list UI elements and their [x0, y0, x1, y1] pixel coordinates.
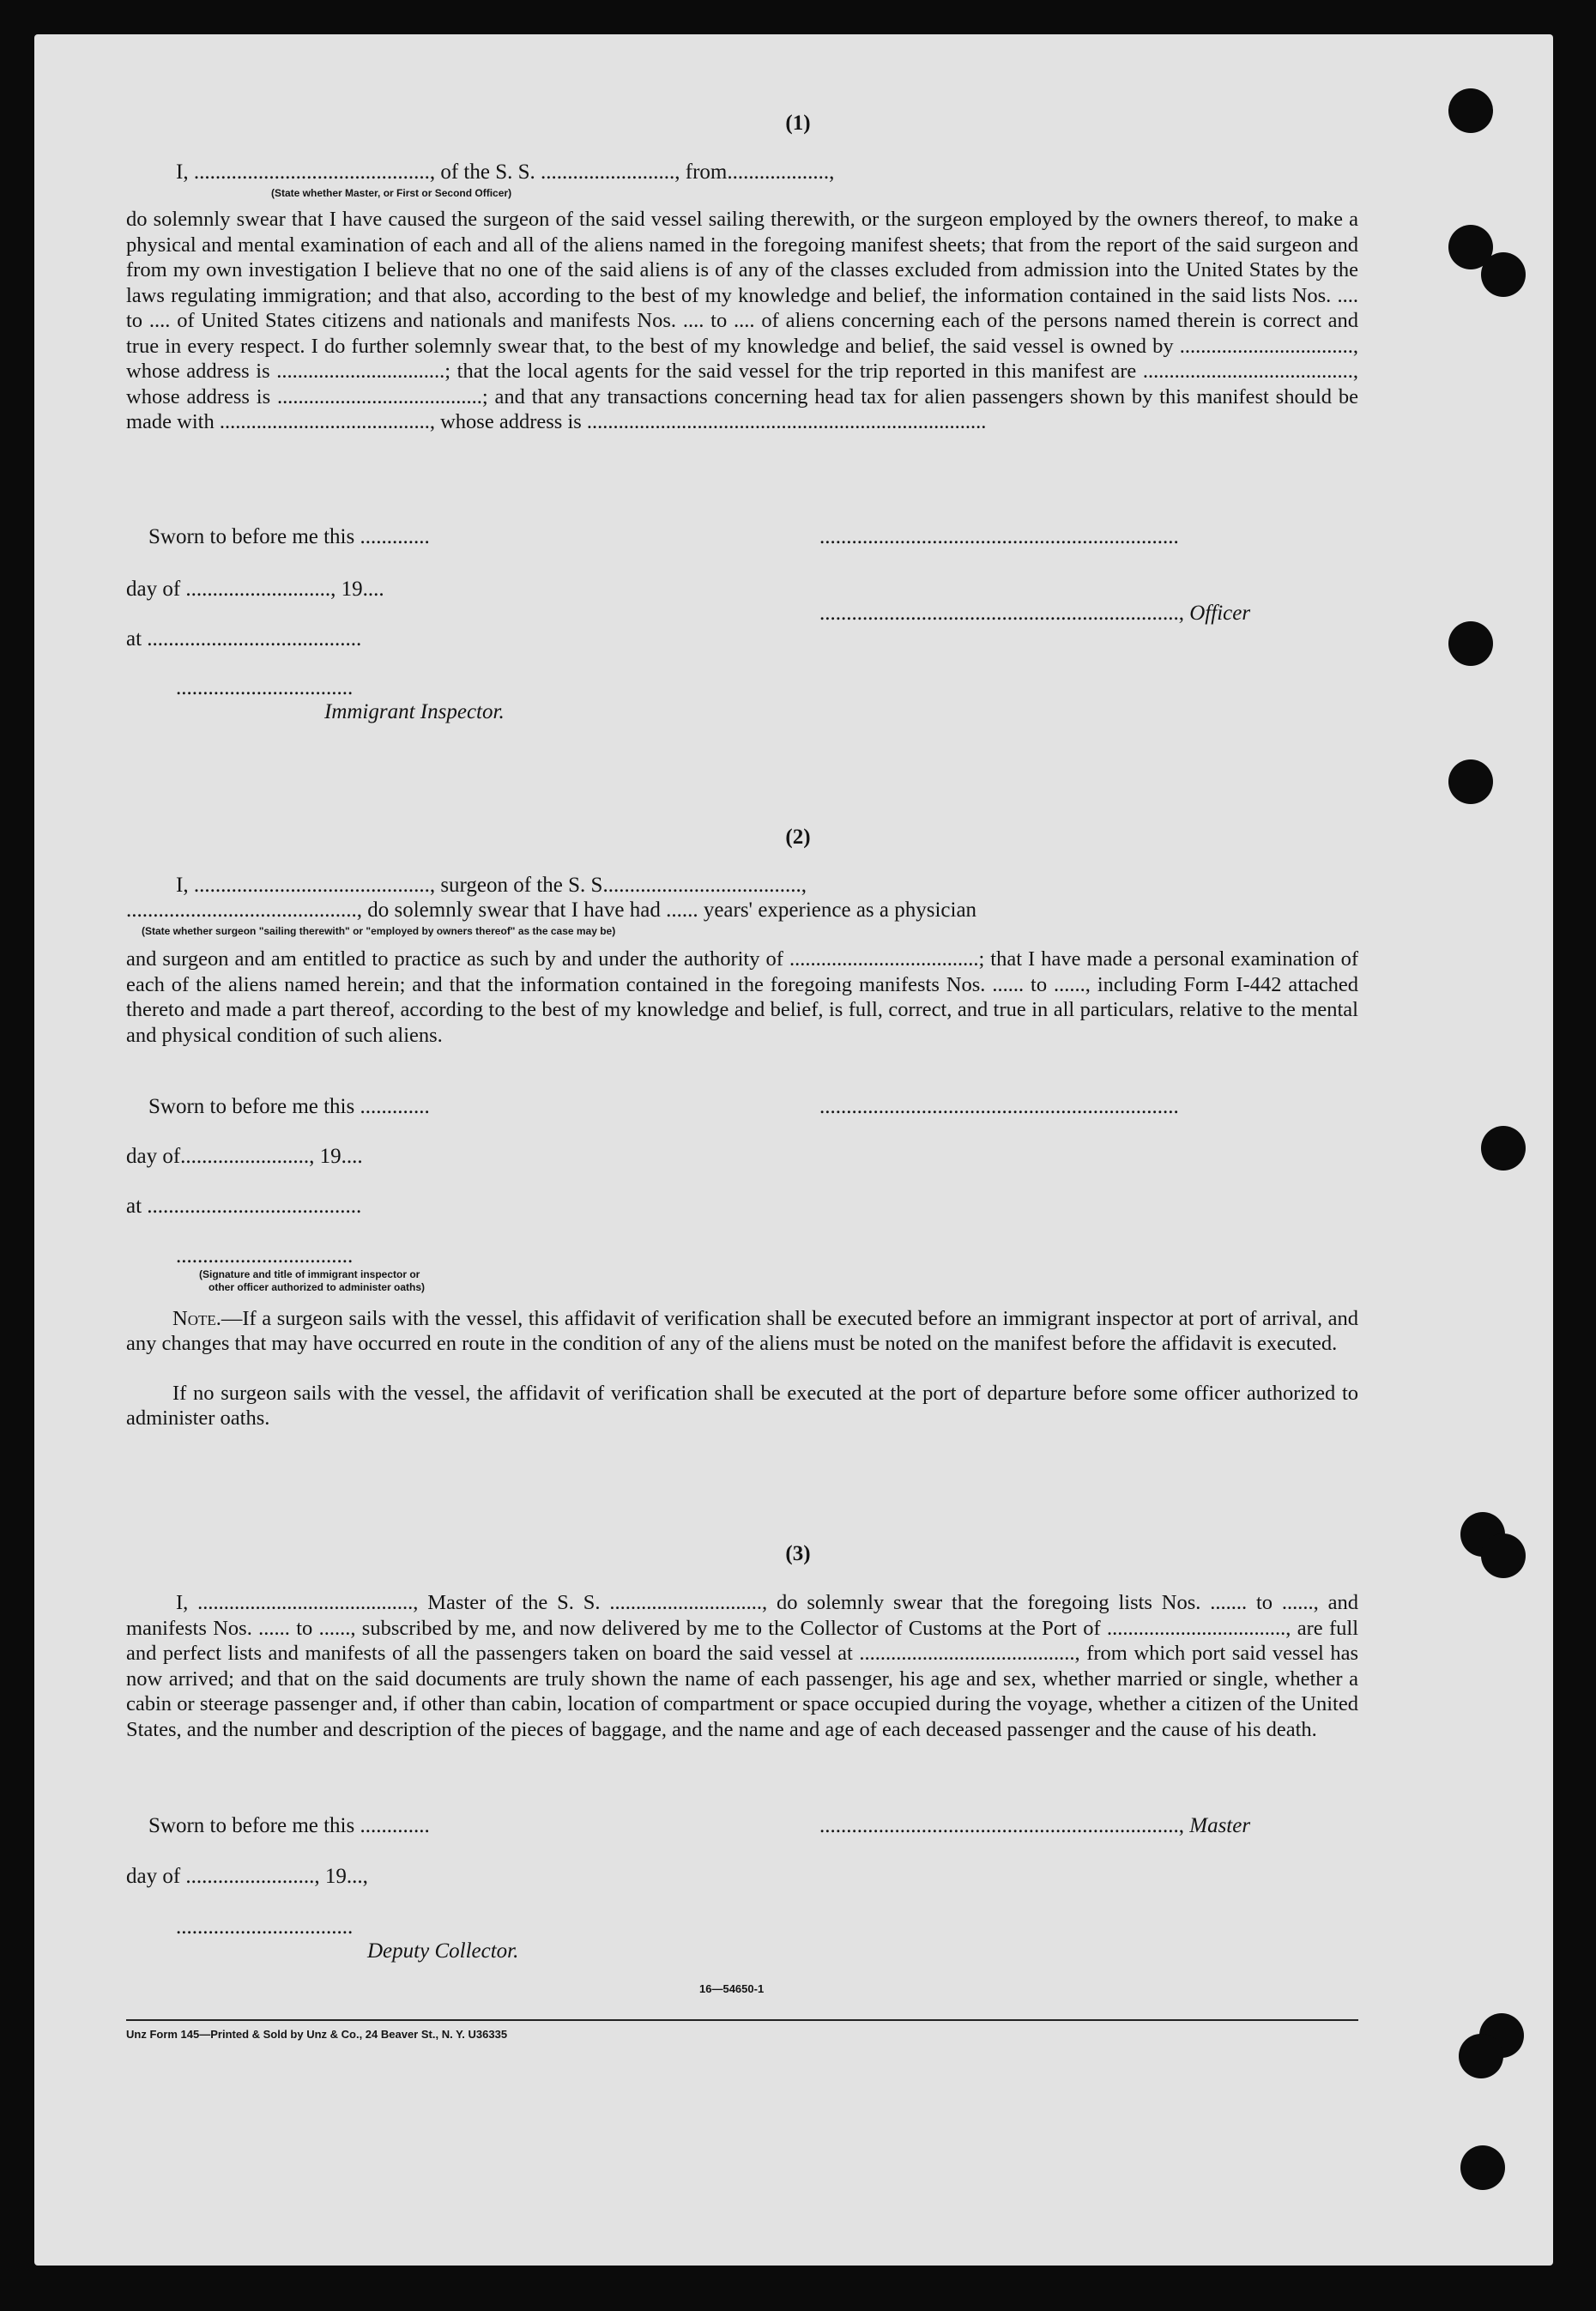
section-1-inspector-signature-line: ................................. [176, 676, 354, 699]
section-3-number: (3) [785, 1542, 811, 1565]
note-text: —If a surgeon sails with the vessel, this affidavit of verification shall be executed before an immigrant inspector at port of arrival, and any changes that may have occurred en route in the condition of any of the aliens must be noted on the manifest before the affidavit is executed. [126, 1307, 1358, 1355]
section-2-number: (2) [785, 826, 811, 849]
section-2-oath-text: and surgeon and am entitled to practice as such by and under the authority of ....................................; that I have made a personal examination of each of the aliens named herein; and that the information contained in the foregoing manifests Nos. ...... to ......, including Form I-442 attached thereto and made a part thereof, according to the best of my knowledge and belief, is full, correct, and true in all particulars, relative to the mental and physical condition of such aliens. [126, 947, 1358, 1047]
binder-hole [1460, 2145, 1505, 2190]
section-1-oath-text: do solemnly swear that I have caused the surgeon of the said vessel sailing therewith, or the surgeon employed by the owners thereof, to make a physical and mental examination of each and all of the aliens named in the foregoing manifest sheets; that from the report of the said surgeon and from my own investigation I believe that no one of the said aliens is of any of the classes excluded from admission into the United States by the laws regulating immigration; and that also, according to the best of my knowledge and belief, the information contained in the said lists Nos. .... to .... of United States citizens and nationals and manifests Nos. .... to .... of aliens concerning each of the persons named therein is correct and true in every respect. I do further solemnly swear that, to the best of my knowledge and belief, the said vessel is owned by ................................., whose address is ................................; that the local agents for the said vessel for the trip reported in this manifest are ........................................, whose address is .......................................; and that any transactions concerning head tax for alien passengers shown by this manifest should be made with ........................................, whose address is ............................................................................ [126, 208, 1358, 433]
section-1-officer-signature-line: ................................................................... [819, 525, 1179, 548]
section-3-sworn-line: Sworn to before me this ............. [148, 1814, 430, 1837]
section-2-experience-line: ..........................................., do solemnly swear that I have had ...... years' experience as a physician [126, 898, 977, 922]
section-1-number: (1) [785, 112, 811, 135]
section-2-signature-caption-1: (Signature and title of immigrant inspector or [199, 1268, 420, 1280]
section-3-master-dots: ..................................................................., [819, 1814, 1190, 1837]
printer-footer: Unz Form 145—Printed & Sold by Unz & Co., 24 Beaver St., N. Y. U36335 [126, 2028, 508, 2041]
footer-rule [126, 2019, 1358, 2021]
section-2-note [126, 1306, 1358, 1356]
section-2-surgeon-signature-line: ................................................................... [819, 1095, 1179, 1118]
section-1-at-line: at ........................................ [126, 627, 362, 650]
binder-hole [1481, 1126, 1526, 1171]
section-3-master-line [819, 1814, 1250, 1838]
section-1-sworn-line: Sworn to before me this ............. [148, 525, 430, 548]
section-1-officer-dots: ..................................................................., [819, 602, 1190, 625]
section-1-opening-line: I, ............................................, of the S. S. ........................., from..................., [176, 160, 835, 184]
section-2-signature-caption-2: other officer authorized to administer oaths) [209, 1281, 426, 1293]
section-2-surgeon-caption: (State whether surgeon "sailing therewith" or "employed by owners thereof" as the case may be) [142, 925, 616, 937]
section-1-officer-caption: (State whether Master, or First or Second Officer) [271, 187, 512, 199]
section-2-at-line: at ........................................ [126, 1195, 362, 1218]
section-3-collector-label: Deputy Collector. [367, 1939, 519, 1963]
section-3-oath-text: I, ........................................., Master of the S. S. ............................., do solemnly swear that the foregoing lists Nos. ....... to ......, and manifests Nos. ...... to ......, subscribed by me, and now delivered by me to the Collector of Customs at the Port of .................................., are full and perfect lists and manifests of all the passengers taken on board the said vessel at ........................................., from which port said vessel has now arrived; and that on the said documents are truly shown the name of each passenger, his age and sex, whether married or single, whether a cabin or steerage passenger and, if other than cabin, location of compartment or space occupied during the voyage, whether a citizen of the United States, and the number and description of the pieces of baggage, and the name and age of each deceased passenger and the cause of his death. [126, 1591, 1358, 1741]
binder-hole [1448, 759, 1493, 804]
section-2-day-line: day of........................, 19.... [126, 1145, 363, 1168]
section-1-inspector-label: Immigrant Inspector. [324, 700, 505, 723]
binder-hole [1459, 2034, 1503, 2078]
section-2-opening-line: I, ............................................, surgeon of the S. S....................................., [176, 874, 807, 897]
binder-hole [1448, 621, 1493, 666]
section-3-collector-signature-line: ................................. [176, 1915, 354, 1939]
form-number: 16—54650-1 [699, 1982, 765, 1995]
binder-hole [1481, 252, 1526, 297]
section-2-sworn-line: Sworn to before me this ............. [148, 1095, 430, 1118]
note-label: Note. [172, 1307, 221, 1330]
section-1-officer-label: Officer [1189, 602, 1251, 625]
section-3-day-line: day of ........................, 19..., [126, 1865, 368, 1888]
section-1-officer-line [819, 602, 1250, 626]
section-2-inspector-signature-line: ................................. [176, 1244, 354, 1267]
section-3-master-label: Master [1189, 1814, 1251, 1837]
section-1-day-line: day of ..........................., 19.... [126, 578, 384, 601]
section-2-note-2: If no surgeon sails with the vessel, the affidavit of verification shall be executed at the port of departure before some officer authorized to administer oaths. [126, 1382, 1358, 1430]
